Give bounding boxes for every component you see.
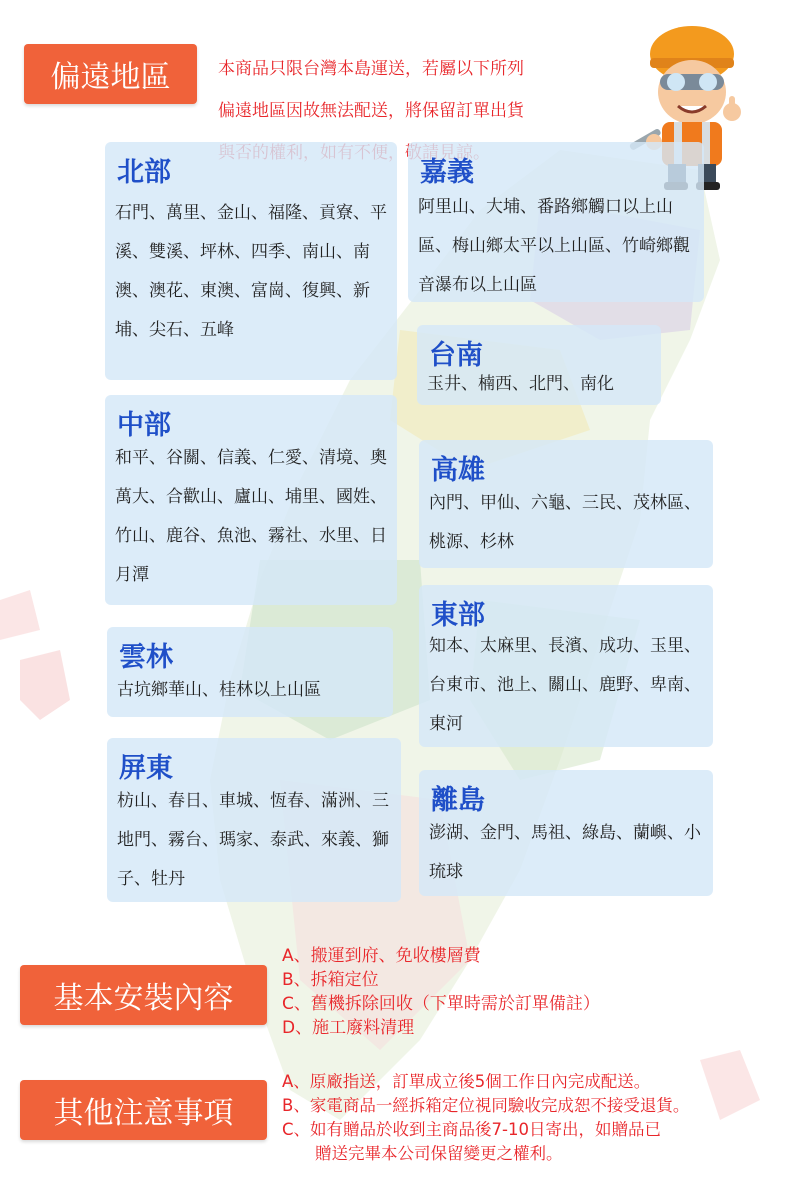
remote-area-tag-label: 偏遠地區	[50, 60, 171, 95]
other-notes-tag-label: 其他注意事項	[53, 1096, 234, 1131]
region-north	[105, 142, 397, 380]
region-title: 嘉義	[420, 157, 474, 188]
region-pingtung	[107, 738, 401, 902]
region-title: 雲林	[119, 642, 173, 673]
install-item: B、拆箱定位	[282, 970, 379, 990]
region-title: 離島	[431, 785, 485, 816]
region-east	[419, 585, 713, 747]
notice-line: 偏遠地區因故無法配送，將保留訂單出貨	[218, 101, 524, 121]
install-item: D、施工廢料清理	[282, 1018, 415, 1038]
install-tag-label: 基本安裝內容	[53, 981, 234, 1016]
install-list	[282, 944, 600, 1040]
region-title: 台南	[429, 340, 483, 371]
install-tag	[20, 965, 267, 1025]
region-chiayi	[408, 142, 704, 302]
install-item: A、搬運到府、免收樓層費	[282, 946, 481, 966]
region-body: 枋山、春日、車城、恆春、滿洲、三地門、霧台、瑪家、泰武、來義、獅子、牡丹	[117, 791, 389, 889]
region-title: 中部	[117, 410, 171, 441]
install-item: C、舊機拆除回收（下單時需於訂單備註）	[282, 994, 600, 1014]
other-item: B、家電商品一經拆箱定位視同驗收完成恕不接受退貨。	[282, 1096, 690, 1115]
region-kaohsiung	[419, 440, 713, 568]
other-notes-tag	[20, 1080, 267, 1140]
region-yunlin	[107, 627, 393, 717]
region-central	[105, 395, 397, 605]
remote-area-tag	[24, 44, 197, 104]
region-body: 玉井、楠西、北門、南化	[427, 374, 614, 394]
other-item: A、原廠指送，訂單成立後5個工作日內完成配送。	[282, 1072, 651, 1091]
region-title: 高雄	[431, 455, 485, 486]
other-item: 贈送完畢本公司保留變更之權利。	[282, 1144, 563, 1163]
other-item: C、如有贈品於收到主商品後7-10日寄出，如贈品已	[282, 1120, 661, 1139]
region-title: 屏東	[119, 753, 173, 784]
region-islands	[419, 770, 713, 896]
region-body: 石門、萬里、金山、福隆、貢寮、平溪、雙溪、坪林、四季、南山、南澳、澳花、東澳、富崗、復興、新埔、尖石、五峰	[115, 203, 387, 340]
region-body: 和平、谷關、信義、仁愛、清境、奧萬大、合歡山、廬山、埔里、國姓、竹山、鹿谷、魚池、霧社、水里、日月潭	[115, 448, 387, 585]
notice-line: 本商品只限台灣本島運送，若屬以下所列	[218, 59, 524, 79]
region-title: 北部	[117, 157, 171, 188]
other-notes-list	[282, 1070, 689, 1166]
region-title: 東部	[431, 600, 485, 631]
region-body: 古坑鄉華山、桂林以上山區	[117, 680, 321, 700]
region-body: 內門、甲仙、六龜、三民、茂林區、桃源、杉林	[429, 493, 701, 552]
region-body: 澎湖、金門、馬祖、綠島、蘭嶼、小琉球	[429, 823, 701, 882]
region-body: 阿里山、大埔、番路鄉觸口以上山區、梅山鄉太平以上山區、竹崎鄉觀音瀑布以上山區	[418, 197, 690, 295]
region-tainan	[417, 325, 661, 405]
region-body: 知本、太麻里、長濱、成功、玉里、台東市、池上、關山、鹿野、卑南、東河	[429, 636, 701, 734]
